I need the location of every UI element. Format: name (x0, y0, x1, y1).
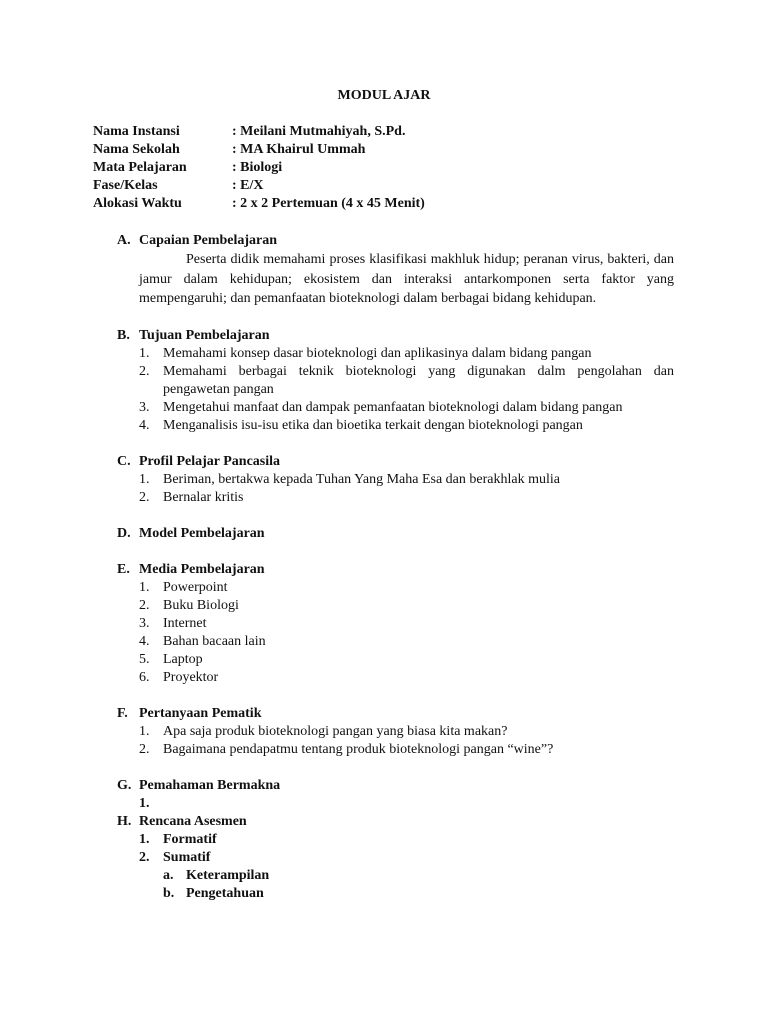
info-row (93, 177, 425, 195)
info-label: Alokasi Waktu (93, 196, 182, 211)
section-asesmen (117, 813, 674, 903)
info-value: : Biologi (232, 160, 283, 175)
section-capaian (117, 232, 674, 309)
list-item (139, 417, 674, 435)
section-letter: A. (117, 233, 131, 248)
list-number: 1. (139, 579, 150, 595)
section-title: Tujuan Pembelajaran (139, 327, 270, 343)
section-title: Media Pembelajaran (139, 561, 265, 577)
list-number: 4. (139, 633, 150, 649)
section-letter: B. (117, 327, 130, 343)
list-number: 2. (139, 363, 150, 379)
section-pemahaman (117, 777, 674, 813)
sublist-item (163, 885, 674, 903)
list-item (139, 597, 674, 615)
list-text: Buku Biologi (163, 597, 239, 613)
numbered-list (139, 345, 674, 435)
section-paragraph: Peserta didik memahami proses klasifikasi makhluk hidup; peranan virus, bakteri, dan jamur dalam kehidupan; ekosistem dan interaksi antarkomponen serta faktor yang mempengaruhi; dan pemanfaatan bioteknologi dalam berbagai bidang kehidupan. (139, 252, 674, 306)
section-letter: D. (117, 525, 131, 541)
list-item (139, 399, 674, 417)
list-text: Bernalar kritis (163, 489, 244, 505)
section-letter: E. (117, 561, 130, 577)
list-item (139, 741, 674, 759)
list-number: 1. (139, 345, 150, 361)
numbered-list (139, 723, 674, 759)
section-pertanyaan (117, 705, 674, 759)
list-item (139, 489, 674, 507)
section-title: Rencana Asesmen (139, 813, 247, 829)
numbered-list (139, 471, 674, 507)
list-number: 1. (139, 471, 150, 487)
list-item (139, 615, 674, 633)
info-value: : E/X (232, 178, 264, 193)
section-heading (117, 813, 674, 831)
info-label: Nama Instansi (93, 124, 180, 139)
list-item (139, 831, 674, 849)
info-label: Fase/Kelas (93, 178, 158, 193)
info-value: : Meilani Mutmahiyah, S.Pd. (232, 124, 406, 139)
list-text: Internet (163, 615, 207, 631)
info-row (93, 195, 425, 213)
list-item (139, 849, 674, 867)
list-item (139, 345, 674, 363)
list-number: 4. (139, 417, 150, 433)
lettered-sublist (163, 867, 674, 903)
section-letter: G. (117, 777, 132, 793)
info-value: : MA Khairul Ummah (232, 142, 366, 157)
list-item (139, 363, 674, 399)
list-text: Mengetahui manfaat dan dampak pemanfaatan bioteknologi dalam bidang pangan (163, 399, 623, 415)
list-text: Memahami konsep dasar bioteknologi dan aplikasinya dalam bidang pangan (163, 345, 592, 361)
section-heading (117, 561, 674, 579)
list-number: 2. (139, 849, 150, 865)
section-tujuan (117, 327, 674, 435)
section-letter: F. (117, 705, 128, 721)
list-item (139, 471, 674, 489)
section-heading (117, 453, 674, 471)
section-title: Profil Pelajar Pancasila (139, 453, 281, 469)
list-number: 1. (139, 831, 150, 847)
list-number: 6. (139, 669, 150, 685)
info-value: : 2 x 2 Pertemuan (4 x 45 Menit) (232, 196, 425, 211)
list-text: Bagaimana pendapatmu tentang produk bioteknologi pangan “wine”? (163, 741, 554, 757)
list-number: 2. (139, 741, 150, 757)
sublist-item (163, 867, 674, 885)
list-text: Proyektor (163, 669, 219, 685)
sublist-letter: a. (163, 867, 174, 883)
info-label: Nama Sekolah (93, 142, 180, 157)
list-text (163, 795, 674, 813)
list-item (139, 669, 674, 687)
list-item (139, 723, 674, 741)
list-number: 5. (139, 651, 150, 667)
list-item (139, 633, 674, 651)
section-profil (117, 453, 674, 507)
list-number: 2. (139, 597, 150, 613)
sublist-text: Pengetahuan (186, 885, 264, 901)
section-heading (117, 525, 674, 543)
list-number: 3. (139, 615, 150, 631)
info-row (93, 123, 425, 141)
info-label: Mata Pelajaran (93, 160, 187, 175)
list-item (139, 579, 674, 597)
section-heading (117, 705, 674, 723)
numbered-list (139, 831, 674, 903)
list-text: Memahami berbagai teknik bioteknologi yang digunakan dalm pengolahan dan pengawetan pangan (163, 363, 674, 397)
identity-table (93, 123, 425, 213)
section-media (117, 561, 674, 687)
numbered-list (139, 579, 674, 687)
list-text: Formatif (163, 831, 217, 847)
section-letter: C. (117, 453, 131, 469)
sublist-letter: b. (163, 885, 175, 901)
section-model (117, 525, 674, 543)
section-heading (117, 232, 674, 250)
list-item (139, 795, 674, 813)
info-row (93, 141, 425, 159)
section-heading (117, 327, 674, 345)
list-text: Powerpoint (163, 579, 228, 595)
list-text: Menganalisis isu-isu etika dan bioetika terkait dengan bioteknologi pangan (163, 417, 583, 433)
list-text: Beriman, bertakwa kepada Tuhan Yang Maha Esa dan berakhlak mulia (163, 471, 560, 487)
section-title: Pertanyaan Pematik (139, 705, 262, 721)
list-number: 1. (139, 795, 150, 811)
numbered-list (139, 795, 674, 813)
list-text: Sumatif (163, 849, 211, 865)
list-text: Bahan bacaan lain (163, 633, 266, 649)
list-item (139, 651, 674, 669)
list-number: 2. (139, 489, 150, 505)
list-number: 3. (139, 399, 150, 415)
list-number: 1. (139, 723, 150, 739)
info-row (93, 159, 425, 177)
page-title: MODUL AJAR (337, 88, 431, 103)
list-text: Laptop (163, 651, 203, 667)
section-heading (117, 777, 674, 795)
sublist-text: Keterampilan (186, 867, 270, 883)
section-title: Model Pembelajaran (139, 525, 265, 541)
list-text: Apa saja produk bioteknologi pangan yang biasa kita makan? (163, 723, 508, 739)
sections (117, 232, 674, 921)
section-title: Capaian Pembelajaran (139, 233, 278, 248)
section-letter: H. (117, 813, 132, 829)
section-title: Pemahaman Bermakna (139, 777, 281, 793)
